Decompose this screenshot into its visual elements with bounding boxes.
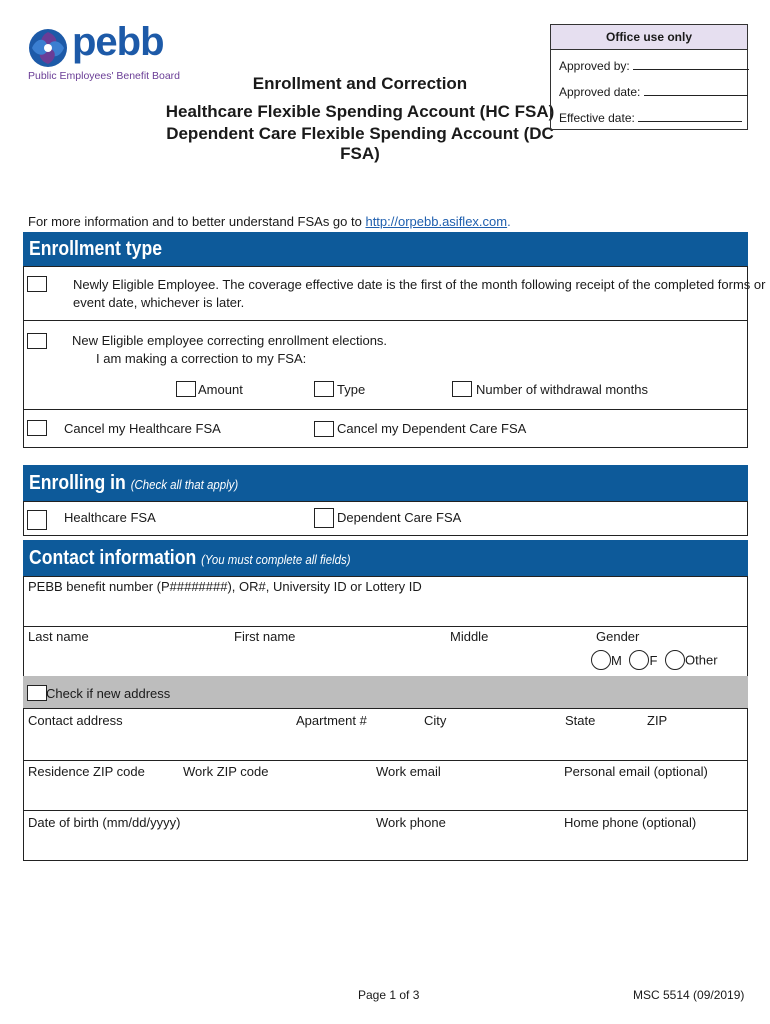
info-line [28, 214, 511, 229]
type-label: Type [337, 382, 366, 397]
newly-eligible-line1: Newly Eligible Employee. The coverage effective date is the first of the month following receipt of the completed forms or [73, 277, 766, 292]
office-use-heading: Office use only [551, 25, 747, 50]
enrolling-in-note: (Check all that apply) [130, 477, 239, 492]
new-address-checkbox[interactable] [27, 685, 47, 701]
logo-subtitle: Public Employees' Benefit Board [28, 70, 181, 82]
cancel-dc-checkbox[interactable] [314, 421, 334, 437]
enrolling-in-heading [29, 472, 238, 495]
enrollment-type-heading: Enrollment type [29, 238, 163, 260]
gender-options [591, 650, 718, 670]
newly-eligible-line2: event date, whichever is later. [73, 295, 245, 310]
correcting-line1: New Eligible employee correcting enrollment elections. [72, 333, 388, 348]
correcting-line2: I am making a correction to my FSA: [96, 351, 307, 366]
form-id: MSC 5514 (09/2019) [633, 988, 745, 1002]
newly-eligible-checkbox[interactable] [27, 276, 47, 292]
benefit-number-label: PEBB benefit number (P########), OR#, University ID or Lottery ID [28, 579, 422, 594]
amount-label: Amount [198, 382, 243, 397]
home-phone-label: Home phone (optional) [564, 815, 697, 830]
approved-by-field[interactable] [633, 69, 749, 70]
new-address-label: Check if new address [46, 686, 171, 701]
office-use-box [550, 24, 748, 130]
form-title: Enrollment and Correction [252, 74, 468, 93]
effective-date-row [559, 111, 742, 125]
divider [23, 810, 748, 811]
logo-wordmark: pebb [72, 20, 164, 64]
personal-email-label: Personal email (optional) [564, 764, 708, 779]
state-label: State [565, 713, 596, 728]
contact-info-band [23, 540, 748, 576]
cancel-hc-label: Cancel my Healthcare FSA [64, 421, 221, 436]
middle-label: Middle [450, 629, 489, 644]
gender-other-label: Other [685, 652, 718, 668]
gender-m-label: M [611, 652, 622, 668]
first-name-label: First name [234, 629, 296, 644]
divider [23, 626, 748, 627]
cancel-dc-label: Cancel my Dependent Care FSA [337, 421, 527, 436]
divider [23, 320, 748, 321]
approved-date-label: Approved date: [559, 85, 641, 99]
work-phone-label: Work phone [376, 815, 446, 830]
type-checkbox[interactable] [314, 381, 334, 397]
city-label: City [424, 713, 447, 728]
gender-m-radio[interactable] [591, 650, 611, 670]
divider [23, 760, 748, 761]
work-zip-label: Work ZIP code [183, 764, 269, 779]
asiflex-link[interactable]: http://orpebb.asiflex.com [365, 214, 508, 229]
info-prefix: For more information and to better understand FSAs go to [28, 214, 366, 229]
approved-date-row [559, 85, 748, 99]
gender-f-radio[interactable] [629, 650, 649, 670]
work-email-label: Work email [376, 764, 441, 779]
enrolling-in-band [23, 465, 748, 501]
enrollment-type-band [23, 232, 748, 266]
effective-date-field[interactable] [638, 121, 742, 122]
healthcare-fsa-checkbox[interactable] [27, 510, 47, 530]
dependent-care-fsa-label: Dependent Care FSA [337, 510, 462, 525]
divider [23, 409, 748, 410]
pebb-logo-mark [28, 28, 68, 68]
healthcare-fsa-label: Healthcare FSA [64, 510, 156, 525]
gender-other-radio[interactable] [665, 650, 685, 670]
page-number: Page 1 of 3 [358, 988, 420, 1002]
last-name-label: Last name [28, 629, 89, 644]
residence-zip-label: Residence ZIP code [28, 764, 145, 779]
enrolling-in-title: Enrolling in [29, 472, 126, 494]
contact-address-label: Contact address [28, 713, 123, 728]
withdrawal-months-label: Number of withdrawal months [476, 382, 648, 397]
approved-by-row [559, 59, 749, 73]
contact-info-title: Contact information [29, 547, 197, 569]
approved-date-field[interactable] [644, 95, 748, 96]
gender-f-label: F [649, 652, 658, 668]
approved-by-label: Approved by: [559, 59, 630, 73]
amount-checkbox[interactable] [176, 381, 196, 397]
effective-date-label: Effective date: [559, 111, 635, 125]
contact-info-note: (You must complete all fields) [201, 552, 351, 567]
dependent-care-fsa-checkbox[interactable] [314, 508, 334, 528]
zip-label: ZIP [647, 713, 668, 728]
apartment-label: Apartment # [296, 713, 367, 728]
dob-label: Date of birth (mm/dd/yyyy) [28, 815, 181, 830]
gender-label: Gender [596, 629, 640, 644]
withdrawal-months-checkbox[interactable] [452, 381, 472, 397]
form-subtitle-dc: Dependent Care Flexible Spending Account (DC FSA) [166, 124, 554, 163]
contact-info-heading [29, 547, 351, 570]
correcting-checkbox[interactable] [27, 333, 47, 349]
info-suffix: . [507, 214, 511, 229]
form-subtitle-hc: Healthcare Flexible Spending Account (HC FSA) [165, 102, 555, 121]
cancel-hc-checkbox[interactable] [27, 420, 47, 436]
